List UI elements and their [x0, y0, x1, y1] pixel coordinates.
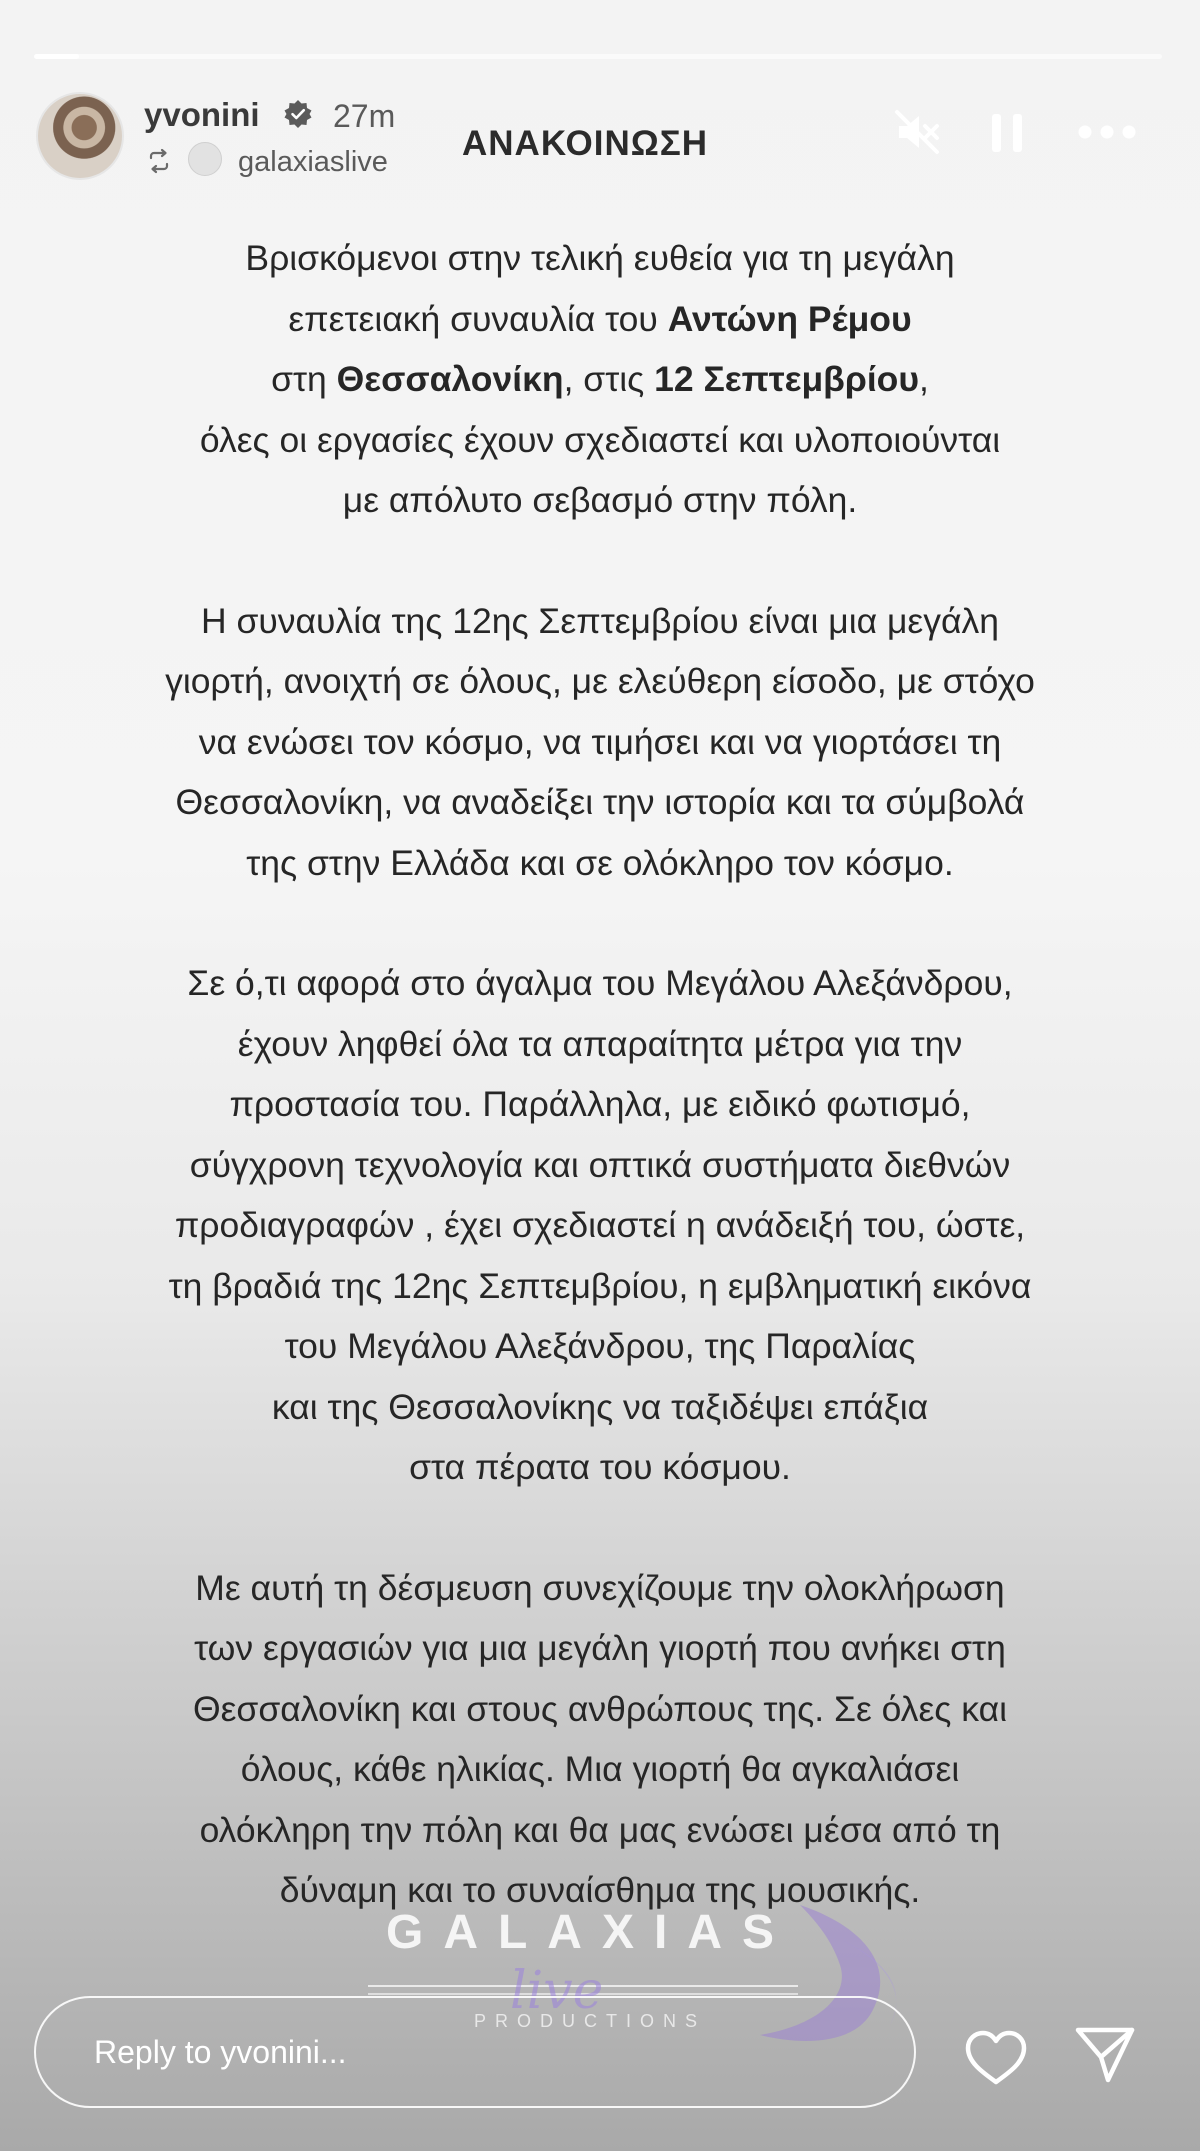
artist-name: Αντώνη Ρέμου — [667, 298, 912, 339]
text-line: Βρισκόμενοι στην τελική ευθεία για τη μεγάλη — [245, 238, 955, 278]
logo-sub-text: PRODUCTIONS — [473, 2011, 706, 2031]
verified-badge-icon — [283, 99, 313, 129]
text-line: σύγχρονη τεχνολογία και οπτικά συστήματα διεθνών — [189, 1144, 1011, 1185]
reposted-from-name[interactable]: galaxiaslive — [238, 146, 388, 178]
text-line — [40, 349, 1160, 410]
text-line: με απόλυτο σεβασμό στην πόλη. — [342, 480, 858, 520]
paragraph-3 — [40, 953, 1160, 1498]
text-line: προστασία του. Παράλληλα, με ειδικό φωτισμό, — [229, 1084, 971, 1124]
logo-script-text: live — [510, 1961, 604, 2021]
heart-icon[interactable] — [964, 2030, 1028, 2086]
city-name: Θεσσαλονίκη — [336, 359, 564, 399]
story-header — [0, 0, 1200, 190]
speaker-muted-icon[interactable] — [893, 108, 941, 156]
text-line: Θεσσαλονίκη και στους ανθρώπους της. Σε όλες και — [192, 1688, 1007, 1729]
text-line: γιορτή, ανοιχτή σε όλους, με ελεύθερη είσοδο, με στόχο — [165, 661, 1035, 701]
pause-icon[interactable] — [989, 112, 1025, 154]
text-line: όλες οι εργασίες έχουν σχεδιαστεί και υλοποιούνται — [199, 419, 1001, 460]
story-text — [40, 228, 1160, 1921]
text-line: των εργασιών για μια μεγάλη γιορτή που ανήκει στη — [194, 1628, 1006, 1668]
more-horizontal-icon[interactable] — [1077, 124, 1137, 140]
text-line: προδιαγραφών , έχει σχεδιαστεί η ανάδειξή του, ώστε, — [174, 1205, 1026, 1245]
text-segment: , στις — [563, 359, 655, 399]
text-line: να ενώσει τον κόσμο, να τιμήσει και να γιορτάσει τη — [198, 721, 1002, 762]
source-avatar[interactable] — [188, 142, 222, 176]
text-line: ολόκληρη την πόλη και θα μας ενώσει μέσα από τη — [199, 1809, 1001, 1850]
text-segment: , — [919, 359, 929, 399]
repost-icon — [146, 148, 172, 174]
text-line: και της Θεσσαλονίκης να ταξιδέψει επάξια — [271, 1386, 929, 1427]
paragraph-4 — [40, 1558, 1160, 1921]
announcement-title: ΑΝΑΚΟΙΝΩΣΗ — [462, 124, 709, 163]
text-line: στα πέρατα του κόσμου. — [409, 1447, 791, 1487]
paragraph-1 — [40, 228, 1160, 531]
reply-input[interactable] — [34, 1996, 916, 2108]
post-time: 27m — [333, 98, 396, 134]
text-line: Θεσσαλονίκη, να αναδείξει την ιστορία και τα σύμβολά — [175, 782, 1025, 822]
reply-placeholder: Reply to yvonini... — [94, 2034, 347, 2070]
text-line: Με αυτή τη δέσμευση συνεχίζουμε την ολοκλήρωση — [195, 1567, 1005, 1608]
text-line — [40, 289, 1160, 350]
text-line: Η συναυλία της 12ης Σεπτεμβρίου είναι μια μεγάλη — [200, 600, 1000, 641]
paragraph-2 — [40, 591, 1160, 894]
text-line: του Μεγάλου Αλεξάνδρου, της Παραλίας — [284, 1326, 916, 1366]
text-line: Σε ό,τι αφορά στο άγαλμα του Μεγάλου Αλεξάνδρου, — [187, 963, 1013, 1003]
text-line: δύναμη και το συναίσθημα της μουσικής. — [279, 1870, 921, 1910]
username[interactable]: yvonini — [144, 96, 260, 133]
text-line: έχουν ληφθεί όλα τα απαραίτητα μέτρα για την — [237, 1023, 963, 1064]
text-segment: επετειακή συναυλία του — [288, 298, 668, 339]
event-date: 12 Σεπτεμβρίου — [654, 359, 920, 399]
send-icon[interactable] — [1074, 2024, 1136, 2086]
text-line: της στην Ελλάδα και σε ολόκληρο τον κόσμο. — [246, 842, 954, 883]
text-line: τη βραδιά της 12ης Σεπτεμβρίου, η εμβληματική εικόνα — [168, 1265, 1032, 1306]
text-line: όλους, κάθε ηλικίας. Μια γιορτή θα αγκαλιάσει — [240, 1749, 960, 1789]
text-segment: στη — [271, 359, 337, 399]
logo-brand-text: GALAXIAS — [385, 1906, 794, 1959]
avatar[interactable] — [36, 92, 124, 180]
